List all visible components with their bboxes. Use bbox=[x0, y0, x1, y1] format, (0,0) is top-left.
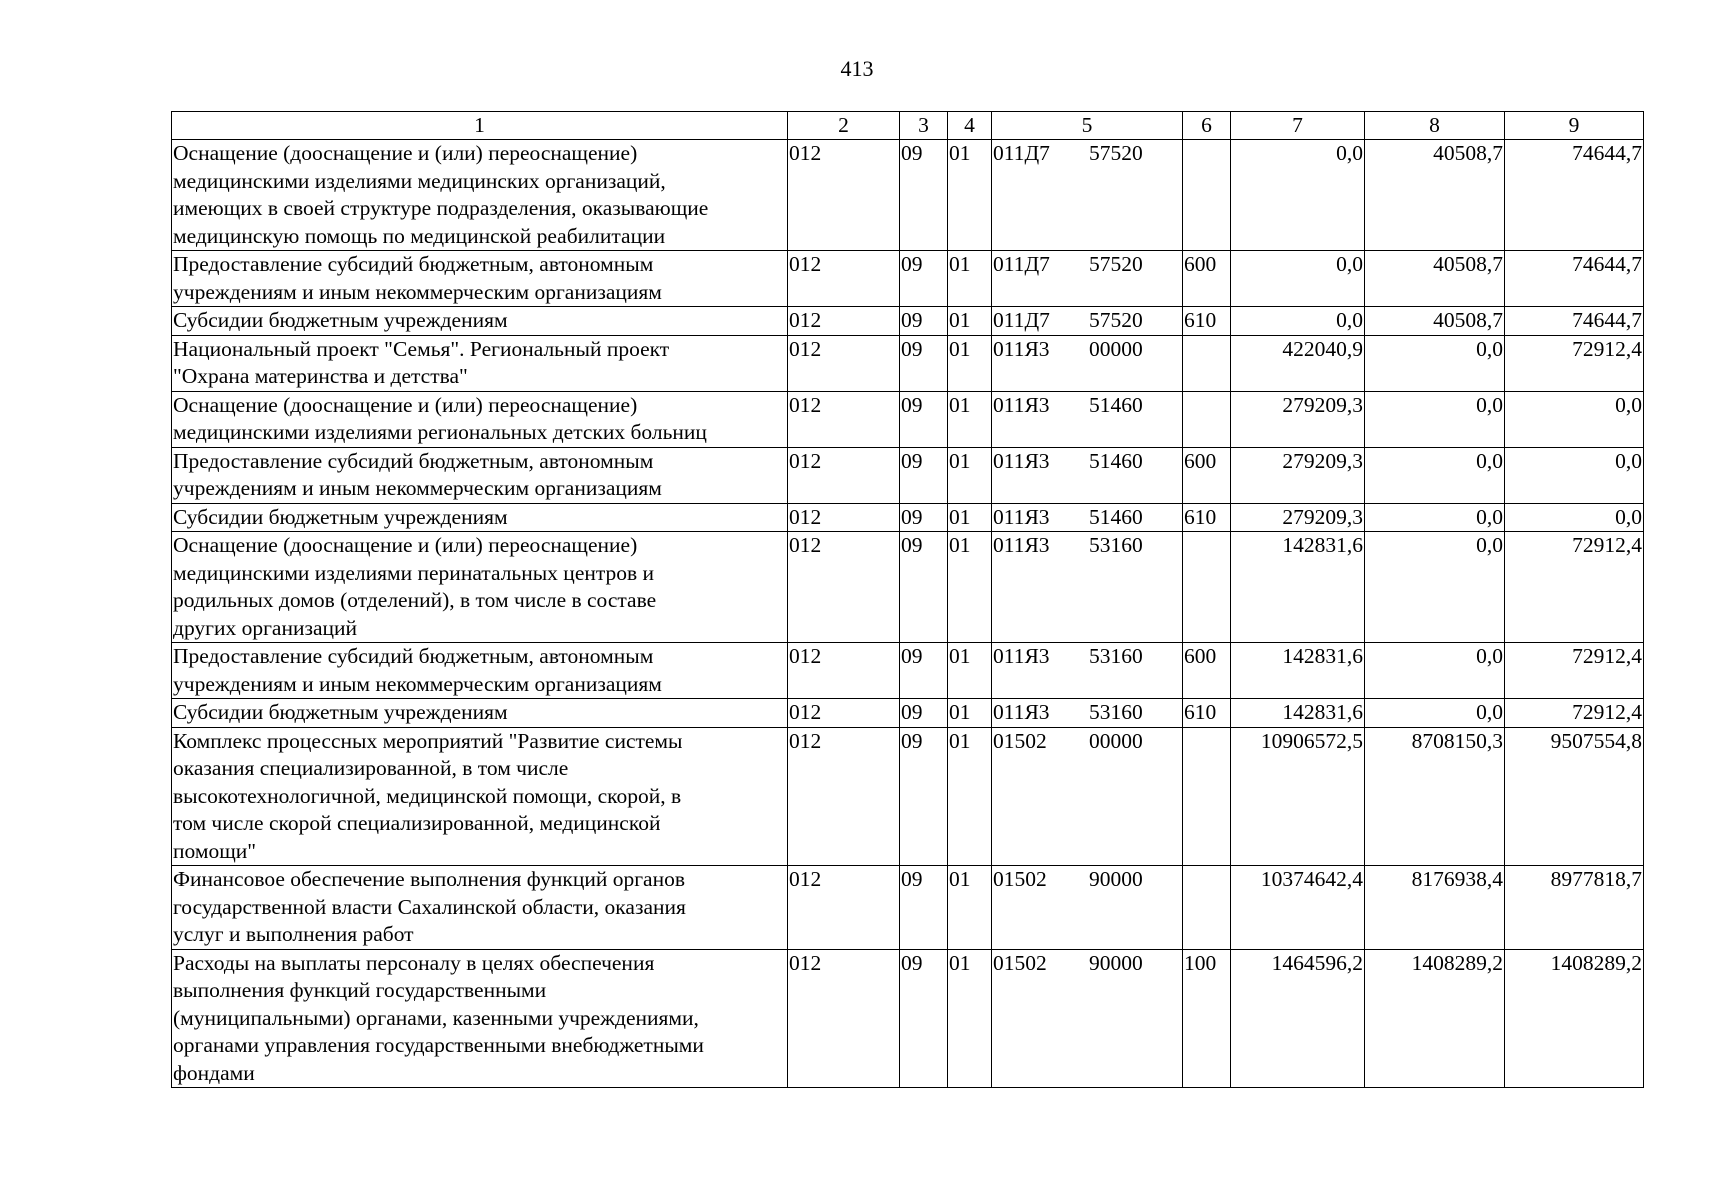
expense-type-cell bbox=[1183, 335, 1231, 391]
header-col-7: 7 bbox=[1231, 112, 1365, 140]
expense-type-cell bbox=[1183, 699, 1231, 728]
amount-year-3-cell bbox=[1505, 251, 1644, 307]
amount-year-3-cell bbox=[1505, 643, 1644, 699]
table-row bbox=[172, 727, 1644, 866]
item-name-line: (муниципальными) органами, казенными учреждениями, bbox=[173, 1005, 699, 1030]
amount-year-2-value: 0,0 bbox=[1476, 448, 1503, 473]
program-code: 011Д7 bbox=[993, 252, 1050, 276]
subsection-code-value: 01 bbox=[949, 644, 971, 668]
amount-year-2-value: 0,0 bbox=[1476, 700, 1503, 724]
program-code: 011Я3 bbox=[993, 336, 1050, 361]
expense-type-cell bbox=[1183, 727, 1231, 866]
expense-type-cell bbox=[1183, 532, 1231, 643]
ministry-code-cell bbox=[788, 307, 900, 336]
amount-year-1-value: 279209,3 bbox=[1282, 504, 1363, 529]
item-name-line: высокотехнологичной, медицинской помощи, скорой, в bbox=[173, 783, 682, 808]
amount-year-2-cell bbox=[1365, 503, 1505, 532]
amount-year-2-value: 8176938,4 bbox=[1411, 867, 1503, 891]
target-article-cell bbox=[992, 251, 1183, 307]
section-code-cell bbox=[900, 727, 948, 866]
amount-year-1-cell bbox=[1231, 699, 1365, 728]
item-name-cell bbox=[172, 307, 788, 336]
program-code: 01502 bbox=[993, 867, 1047, 891]
direction-code: 57520 bbox=[1089, 252, 1143, 276]
amount-year-2-value: 0,0 bbox=[1476, 392, 1503, 417]
item-name-line: Предоставление субсидий бюджетным, автономным bbox=[173, 644, 654, 668]
item-name-cell bbox=[172, 727, 788, 866]
item-name-line: Оснащение (дооснащение и (или) переоснащение) bbox=[173, 141, 638, 165]
amount-year-2-cell bbox=[1365, 699, 1505, 728]
amount-year-1-cell bbox=[1231, 447, 1365, 503]
amount-year-2-cell bbox=[1365, 140, 1505, 251]
amount-year-1-cell bbox=[1231, 391, 1365, 447]
expense-type-cell bbox=[1183, 503, 1231, 532]
target-article-cell bbox=[992, 447, 1183, 503]
item-name-line: помощи" bbox=[173, 838, 257, 863]
item-name-line: Комплекс процессных мероприятий "Развитие системы bbox=[173, 728, 683, 753]
header-col-1: 1 bbox=[172, 112, 788, 140]
item-name-line: Предоставление субсидий бюджетным, автономным bbox=[173, 252, 654, 276]
ministry-code-value: 012 bbox=[789, 141, 822, 165]
ministry-code-cell bbox=[788, 335, 900, 391]
item-name-cell bbox=[172, 503, 788, 532]
amount-year-3-value: 0,0 bbox=[1615, 504, 1642, 529]
amount-year-2-value: 0,0 bbox=[1476, 644, 1503, 668]
amount-year-2-cell bbox=[1365, 447, 1505, 503]
header-col-2: 2 bbox=[788, 112, 900, 140]
ministry-code-cell bbox=[788, 503, 900, 532]
program-code: 011Я3 bbox=[993, 644, 1050, 668]
amount-year-3-cell bbox=[1505, 335, 1644, 391]
target-article-cell bbox=[992, 949, 1183, 1088]
amount-year-2-value: 40508,7 bbox=[1433, 141, 1503, 165]
item-name-line: медицинскую помощь по медицинской реабилитации bbox=[173, 223, 666, 248]
amount-year-3-value: 0,0 bbox=[1615, 392, 1642, 417]
amount-year-2-value: 1408289,2 bbox=[1411, 950, 1503, 975]
section-code-value: 09 bbox=[901, 950, 923, 975]
direction-code: 51460 bbox=[1089, 504, 1143, 529]
expense-type-cell bbox=[1183, 643, 1231, 699]
target-article-cell bbox=[992, 307, 1183, 336]
table-row bbox=[172, 251, 1644, 307]
item-name-line: Оснащение (дооснащение и (или) переоснащение) bbox=[173, 533, 638, 557]
ministry-code-value: 012 bbox=[789, 700, 822, 724]
item-name-cell bbox=[172, 699, 788, 728]
section-code-cell bbox=[900, 335, 948, 391]
item-name-line: "Охрана материнства и детства" bbox=[173, 364, 468, 388]
item-name-line: учреждениям и иным некоммерческим организациям bbox=[173, 279, 662, 304]
section-code-value: 09 bbox=[901, 728, 923, 753]
target-article-cell bbox=[992, 503, 1183, 532]
program-code: 01502 bbox=[993, 728, 1047, 753]
target-article-cell bbox=[992, 727, 1183, 866]
subsection-code-cell bbox=[948, 949, 992, 1088]
amount-year-2-cell bbox=[1365, 307, 1505, 336]
table-row bbox=[172, 503, 1644, 532]
item-name-line: оказания специализированной, в том числе bbox=[173, 756, 569, 780]
section-code-value: 09 bbox=[901, 392, 923, 417]
ministry-code-cell bbox=[788, 532, 900, 643]
target-article-cell bbox=[992, 335, 1183, 391]
section-code-value: 09 bbox=[901, 308, 923, 332]
amount-year-3-cell bbox=[1505, 447, 1644, 503]
item-name-line: услуг и выполнения работ bbox=[173, 922, 414, 946]
item-name-line: Расходы на выплаты персоналу в целях обеспечения bbox=[173, 950, 655, 975]
subsection-code-value: 01 bbox=[949, 533, 971, 557]
amount-year-1-value: 0,0 bbox=[1336, 252, 1363, 276]
table-row bbox=[172, 307, 1644, 336]
direction-code: 90000 bbox=[1089, 950, 1143, 975]
header-row bbox=[172, 112, 1644, 140]
target-article-cell bbox=[992, 866, 1183, 950]
amount-year-1-value: 142831,6 bbox=[1282, 644, 1363, 668]
ministry-code-cell bbox=[788, 251, 900, 307]
section-code-value: 09 bbox=[901, 533, 923, 557]
ministry-code-value: 012 bbox=[789, 504, 822, 529]
amount-year-3-cell bbox=[1505, 532, 1644, 643]
program-code: 011Я3 bbox=[993, 392, 1050, 417]
item-name-line: органами управления государственными внебюджетными bbox=[173, 1033, 704, 1057]
subsection-code-cell bbox=[948, 335, 992, 391]
expense-type-value: 610 bbox=[1184, 504, 1217, 529]
amount-year-2-value: 0,0 bbox=[1476, 533, 1503, 557]
amount-year-3-value: 72912,4 bbox=[1572, 533, 1642, 557]
section-code-cell bbox=[900, 699, 948, 728]
direction-code: 57520 bbox=[1089, 141, 1143, 165]
amount-year-1-value: 279209,3 bbox=[1282, 392, 1363, 417]
item-name-line: выполнения функций государственными bbox=[173, 978, 547, 1002]
subsection-code-value: 01 bbox=[949, 141, 971, 165]
item-name-cell bbox=[172, 391, 788, 447]
item-name-line: Финансовое обеспечение выполнения функций органов bbox=[173, 867, 685, 891]
ministry-code-cell bbox=[788, 727, 900, 866]
expense-type-cell bbox=[1183, 949, 1231, 1088]
target-article-cell bbox=[992, 391, 1183, 447]
direction-code: 57520 bbox=[1089, 308, 1143, 332]
amount-year-1-cell bbox=[1231, 335, 1365, 391]
table-row bbox=[172, 643, 1644, 699]
header-col-8: 8 bbox=[1365, 112, 1505, 140]
ministry-code-cell bbox=[788, 866, 900, 950]
section-code-cell bbox=[900, 949, 948, 1088]
item-name-line: учреждениям и иным некоммерческим организациям bbox=[173, 671, 662, 696]
amount-year-3-cell bbox=[1505, 949, 1644, 1088]
amount-year-2-cell bbox=[1365, 866, 1505, 950]
item-name-cell bbox=[172, 643, 788, 699]
item-name-cell bbox=[172, 866, 788, 950]
amount-year-2-cell bbox=[1365, 335, 1505, 391]
section-code-cell bbox=[900, 140, 948, 251]
section-code-value: 09 bbox=[901, 252, 923, 276]
ministry-code-cell bbox=[788, 140, 900, 251]
section-code-cell bbox=[900, 391, 948, 447]
subsection-code-cell bbox=[948, 503, 992, 532]
header-col-9: 9 bbox=[1505, 112, 1644, 140]
amount-year-3-value: 72912,4 bbox=[1572, 336, 1642, 361]
section-code-cell bbox=[900, 251, 948, 307]
direction-code: 90000 bbox=[1089, 867, 1143, 891]
item-name-line: имеющих в своей структуре подразделения, оказывающие bbox=[173, 196, 709, 220]
ministry-code-value: 012 bbox=[789, 950, 822, 975]
amount-year-1-value: 0,0 bbox=[1336, 141, 1363, 165]
amount-year-2-value: 40508,7 bbox=[1433, 252, 1503, 276]
section-code-cell bbox=[900, 532, 948, 643]
subsection-code-cell bbox=[948, 307, 992, 336]
subsection-code-cell bbox=[948, 699, 992, 728]
section-code-value: 09 bbox=[901, 336, 923, 361]
subsection-code-cell bbox=[948, 447, 992, 503]
amount-year-3-value: 9507554,8 bbox=[1550, 728, 1642, 753]
amount-year-3-value: 1408289,2 bbox=[1550, 950, 1642, 975]
subsection-code-value: 01 bbox=[949, 252, 971, 276]
expense-type-cell bbox=[1183, 307, 1231, 336]
amount-year-3-value: 74644,7 bbox=[1572, 141, 1642, 165]
expense-type-value: 600 bbox=[1184, 252, 1217, 276]
amount-year-1-cell bbox=[1231, 503, 1365, 532]
subsection-code-value: 01 bbox=[949, 308, 971, 332]
item-name-line: государственной власти Сахалинской области, оказания bbox=[173, 894, 686, 919]
ministry-code-value: 012 bbox=[789, 252, 822, 276]
section-code-value: 09 bbox=[901, 141, 923, 165]
item-name-cell bbox=[172, 949, 788, 1088]
item-name-cell bbox=[172, 532, 788, 643]
amount-year-3-value: 72912,4 bbox=[1572, 700, 1642, 724]
subsection-code-value: 01 bbox=[949, 728, 971, 753]
item-name-cell bbox=[172, 335, 788, 391]
amount-year-2-cell bbox=[1365, 251, 1505, 307]
table-row bbox=[172, 949, 1644, 1088]
item-name-line: медицинскими изделиями региональных детских больниц bbox=[173, 420, 707, 444]
ministry-code-cell bbox=[788, 447, 900, 503]
direction-code: 53160 bbox=[1089, 533, 1143, 557]
item-name-cell bbox=[172, 140, 788, 251]
amount-year-1-cell bbox=[1231, 949, 1365, 1088]
section-code-value: 09 bbox=[901, 700, 923, 724]
amount-year-2-value: 0,0 bbox=[1476, 504, 1503, 529]
amount-year-3-cell bbox=[1505, 140, 1644, 251]
section-code-cell bbox=[900, 643, 948, 699]
amount-year-3-cell bbox=[1505, 866, 1644, 950]
amount-year-3-value: 74644,7 bbox=[1572, 308, 1642, 332]
amount-year-1-value: 10374642,4 bbox=[1260, 867, 1363, 891]
ministry-code-value: 012 bbox=[789, 644, 822, 668]
amount-year-2-value: 8708150,3 bbox=[1411, 728, 1503, 753]
amount-year-3-cell bbox=[1505, 503, 1644, 532]
ministry-code-cell bbox=[788, 643, 900, 699]
section-code-cell bbox=[900, 503, 948, 532]
table-row bbox=[172, 532, 1644, 643]
item-name-line: медицинскими изделиями медицинских организаций, bbox=[173, 168, 666, 193]
section-code-value: 09 bbox=[901, 504, 923, 529]
direction-code: 53160 bbox=[1089, 644, 1143, 668]
amount-year-3-value: 74644,7 bbox=[1572, 252, 1642, 276]
item-name-line: том числе скорой специализированной, медицинской bbox=[173, 811, 661, 835]
expense-type-value: 610 bbox=[1184, 700, 1217, 724]
amount-year-1-cell bbox=[1231, 643, 1365, 699]
amount-year-1-value: 142831,6 bbox=[1282, 700, 1363, 724]
subsection-code-cell bbox=[948, 140, 992, 251]
section-code-cell bbox=[900, 866, 948, 950]
section-code-cell bbox=[900, 447, 948, 503]
amount-year-3-value: 72912,4 bbox=[1572, 644, 1642, 668]
amount-year-3-value: 8977818,7 bbox=[1550, 867, 1642, 891]
amount-year-1-value: 142831,6 bbox=[1282, 533, 1363, 557]
ministry-code-value: 012 bbox=[789, 533, 822, 557]
direction-code: 00000 bbox=[1089, 336, 1143, 361]
subsection-code-value: 01 bbox=[949, 448, 971, 473]
ministry-code-cell bbox=[788, 699, 900, 728]
program-code: 01502 bbox=[993, 950, 1047, 975]
subsection-code-value: 01 bbox=[949, 392, 971, 417]
table-row bbox=[172, 866, 1644, 950]
table-row bbox=[172, 447, 1644, 503]
header-col-3: 3 bbox=[900, 112, 948, 140]
ministry-code-value: 012 bbox=[789, 448, 822, 473]
ministry-code-value: 012 bbox=[789, 867, 822, 891]
expense-type-value: 600 bbox=[1184, 644, 1217, 668]
header-col-4: 4 bbox=[948, 112, 992, 140]
expense-type-cell bbox=[1183, 251, 1231, 307]
amount-year-1-value: 0,0 bbox=[1336, 308, 1363, 332]
subsection-code-value: 01 bbox=[949, 950, 971, 975]
item-name-line: Субсидии бюджетным учреждениям bbox=[173, 504, 508, 529]
section-code-value: 09 bbox=[901, 644, 923, 668]
expense-type-value: 100 bbox=[1184, 950, 1217, 975]
amount-year-1-cell bbox=[1231, 307, 1365, 336]
ministry-code-value: 012 bbox=[789, 392, 822, 417]
header-col-5: 5 bbox=[992, 112, 1183, 140]
amount-year-3-value: 0,0 bbox=[1615, 448, 1642, 473]
item-name-line: фондами bbox=[173, 1060, 255, 1085]
subsection-code-cell bbox=[948, 727, 992, 866]
amount-year-2-cell bbox=[1365, 643, 1505, 699]
program-code: 011Я3 bbox=[993, 700, 1050, 724]
amount-year-1-value: 1464596,2 bbox=[1271, 950, 1363, 975]
table-row bbox=[172, 140, 1644, 251]
item-name-line: других организаций bbox=[173, 615, 358, 640]
ministry-code-value: 012 bbox=[789, 308, 822, 332]
amount-year-1-value: 10906572,5 bbox=[1260, 728, 1363, 753]
expense-type-cell bbox=[1183, 866, 1231, 950]
item-name-line: Предоставление субсидий бюджетным, автономным bbox=[173, 448, 654, 473]
amount-year-2-value: 0,0 bbox=[1476, 336, 1503, 361]
direction-code: 51460 bbox=[1089, 392, 1143, 417]
target-article-cell bbox=[992, 140, 1183, 251]
subsection-code-value: 01 bbox=[949, 504, 971, 529]
direction-code: 53160 bbox=[1089, 700, 1143, 724]
item-name-line: Субсидии бюджетным учреждениям bbox=[173, 308, 508, 332]
amount-year-2-value: 40508,7 bbox=[1433, 308, 1503, 332]
subsection-code-cell bbox=[948, 532, 992, 643]
table-row bbox=[172, 699, 1644, 728]
target-article-cell bbox=[992, 643, 1183, 699]
expense-type-value: 600 bbox=[1184, 448, 1217, 473]
target-article-cell bbox=[992, 699, 1183, 728]
subsection-code-value: 01 bbox=[949, 867, 971, 891]
subsection-code-value: 01 bbox=[949, 336, 971, 361]
table-body bbox=[172, 140, 1644, 1088]
subsection-code-cell bbox=[948, 866, 992, 950]
program-code: 011Я3 bbox=[993, 533, 1050, 557]
expense-type-value: 610 bbox=[1184, 308, 1217, 332]
header-col-6: 6 bbox=[1183, 112, 1231, 140]
page-number: 413 bbox=[840, 56, 874, 81]
amount-year-3-cell bbox=[1505, 307, 1644, 336]
amount-year-2-cell bbox=[1365, 391, 1505, 447]
item-name-line: родильных домов (отделений), в том числе в составе bbox=[173, 588, 657, 612]
budget-table bbox=[171, 111, 1644, 1088]
amount-year-2-cell bbox=[1365, 532, 1505, 643]
subsection-code-cell bbox=[948, 391, 992, 447]
amount-year-1-value: 422040,9 bbox=[1282, 336, 1363, 361]
item-name-line: Субсидии бюджетным учреждениям bbox=[173, 700, 508, 724]
item-name-line: Оснащение (дооснащение и (или) переоснащение) bbox=[173, 392, 638, 417]
item-name-line: учреждениям и иным некоммерческим организациям bbox=[173, 476, 662, 500]
direction-code: 51460 bbox=[1089, 448, 1143, 473]
ministry-code-cell bbox=[788, 391, 900, 447]
program-code: 011Я3 bbox=[993, 448, 1050, 473]
section-code-cell bbox=[900, 307, 948, 336]
program-code: 011Д7 bbox=[993, 141, 1050, 165]
table-row bbox=[172, 391, 1644, 447]
item-name-cell bbox=[172, 251, 788, 307]
ministry-code-value: 012 bbox=[789, 728, 822, 753]
amount-year-1-cell bbox=[1231, 532, 1365, 643]
program-code: 011Д7 bbox=[993, 308, 1050, 332]
ministry-code-cell bbox=[788, 949, 900, 1088]
table-row bbox=[172, 335, 1644, 391]
amount-year-1-cell bbox=[1231, 727, 1365, 866]
amount-year-3-cell bbox=[1505, 727, 1644, 866]
amount-year-1-cell bbox=[1231, 251, 1365, 307]
amount-year-3-cell bbox=[1505, 391, 1644, 447]
amount-year-3-cell bbox=[1505, 699, 1644, 728]
amount-year-1-cell bbox=[1231, 866, 1365, 950]
subsection-code-cell bbox=[948, 643, 992, 699]
amount-year-2-cell bbox=[1365, 727, 1505, 866]
item-name-cell bbox=[172, 447, 788, 503]
expense-type-cell bbox=[1183, 447, 1231, 503]
ministry-code-value: 012 bbox=[789, 336, 822, 361]
section-code-value: 09 bbox=[901, 448, 923, 473]
amount-year-2-cell bbox=[1365, 949, 1505, 1088]
item-name-line: медицинскими изделиями перинатальных центров и bbox=[173, 560, 655, 585]
subsection-code-cell bbox=[948, 251, 992, 307]
item-name-line: Национальный проект "Семья". Региональный проект bbox=[173, 336, 670, 361]
section-code-value: 09 bbox=[901, 867, 923, 891]
amount-year-1-value: 279209,3 bbox=[1282, 448, 1363, 473]
target-article-cell bbox=[992, 532, 1183, 643]
subsection-code-value: 01 bbox=[949, 700, 971, 724]
amount-year-1-cell bbox=[1231, 140, 1365, 251]
expense-type-cell bbox=[1183, 391, 1231, 447]
expense-type-cell bbox=[1183, 140, 1231, 251]
program-code: 011Я3 bbox=[993, 504, 1050, 529]
direction-code: 00000 bbox=[1089, 728, 1143, 753]
